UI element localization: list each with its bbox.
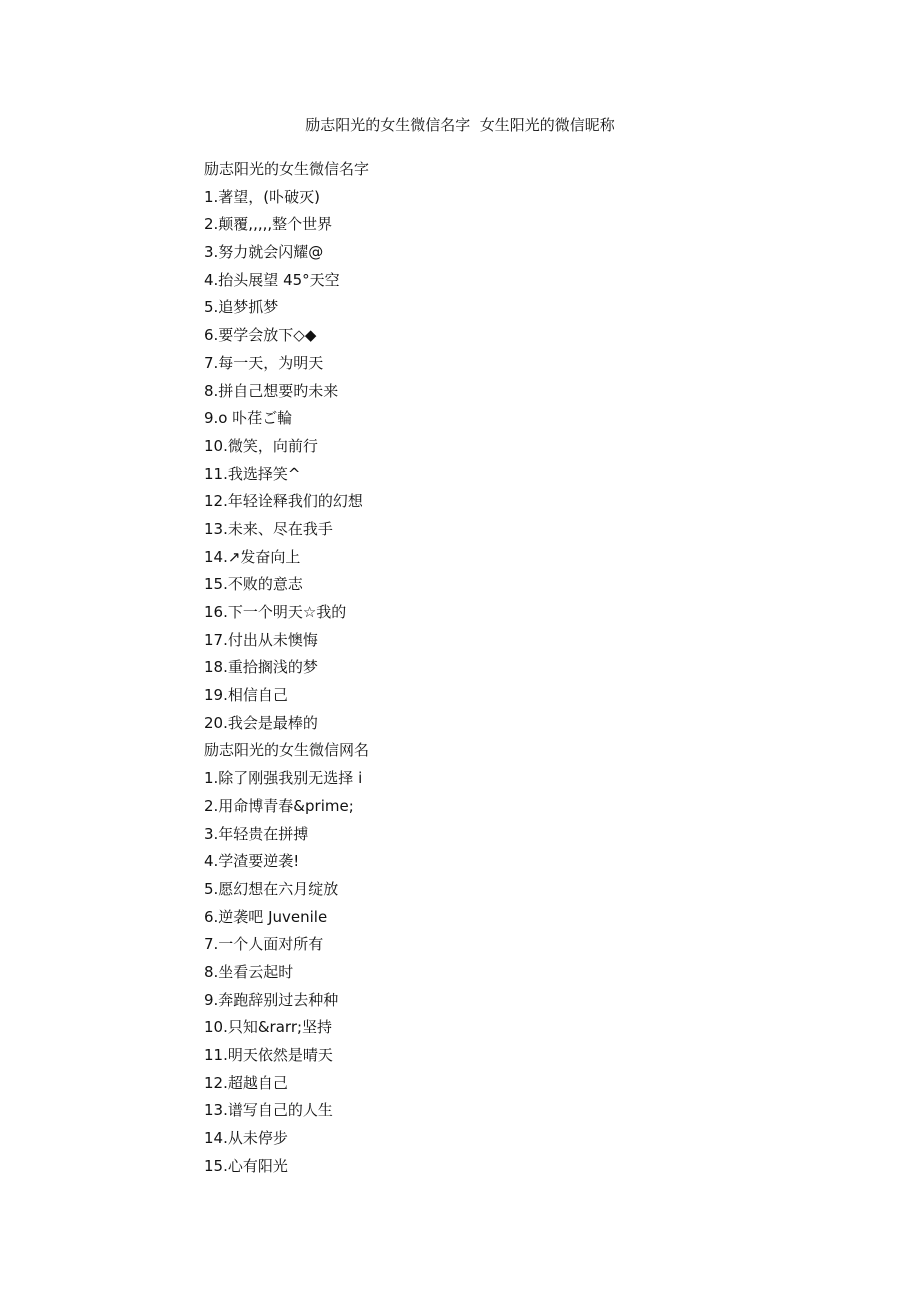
list-item: 3.年轻贵在拼搏 xyxy=(204,824,309,843)
list-item: 12.超越自己 xyxy=(204,1073,288,1092)
list-item: 15.心有阳光 xyxy=(204,1156,288,1175)
list-item: 13.谱写自己的人生 xyxy=(204,1101,333,1120)
list-item: 14.↗发奋向上 xyxy=(204,547,301,566)
list-item: 18.重拾搁浅的梦 xyxy=(204,658,318,677)
list-item: 10.微笑，向前行 xyxy=(204,436,318,455)
list-item: 4.学渣要逆袭! xyxy=(204,852,300,871)
list-item: 3.努力就会闪耀@ xyxy=(204,243,324,262)
list-item: 12.年轻诠释我们的幻想 xyxy=(204,492,363,511)
document-title: 励志阳光的女生微信名字 女生阳光的微信昵称 xyxy=(305,116,615,134)
list-item: 2.颠覆,,,,,整个世界 xyxy=(204,215,333,234)
list-item: 7.每一天，为明天 xyxy=(204,353,324,372)
list-item: 10.只知&rarr;坚持 xyxy=(204,1018,333,1037)
list-item: 1.著望，(卟破灭) xyxy=(204,187,321,206)
list-item: 11.我选择笑^ xyxy=(204,464,301,483)
list-item: 5.追梦抓梦 xyxy=(204,298,279,317)
list-item: 11.明天依然是晴天 xyxy=(204,1046,333,1064)
list-item: 6.要学会放下◇◆ xyxy=(204,326,317,345)
list-item: 4.抬头展望 45°天空 xyxy=(204,270,340,289)
list-item: 14.从未停步 xyxy=(204,1129,288,1148)
section-heading: 励志阳光的女生微信名字 xyxy=(204,160,370,178)
list-item: 8.坐看云起时 xyxy=(204,962,294,981)
list-item: 7.一个人面对所有 xyxy=(204,935,324,954)
list-item: 13.未来、尽在我手 xyxy=(204,519,333,538)
list-item: 5.愿幻想在六月绽放 xyxy=(204,879,339,898)
list-item: 17.付出从未懊悔 xyxy=(204,630,318,649)
list-item: 15.不败的意志 xyxy=(204,575,303,594)
list-item: 2.用命博青春&prime; xyxy=(204,796,354,815)
section-heading: 励志阳光的女生微信网名 xyxy=(204,741,370,760)
list-item: 20.我会是最棒的 xyxy=(204,713,318,732)
list-item: 19.相信自己 xyxy=(204,686,288,705)
document-body xyxy=(204,156,724,1180)
list-item: 6.逆袭吧 Juvenile xyxy=(204,907,328,926)
list-item: 9.奔跑辞别过去种种 xyxy=(204,990,339,1009)
list-item: 16.下一个明天☆我的 xyxy=(204,603,347,621)
list-item: 1.除了刚强我别无选择 i xyxy=(204,769,363,788)
list-item: 9.o 卟荏ご輪 xyxy=(204,409,293,428)
list-item: 8.拼自己想要旳未来 xyxy=(204,381,339,400)
